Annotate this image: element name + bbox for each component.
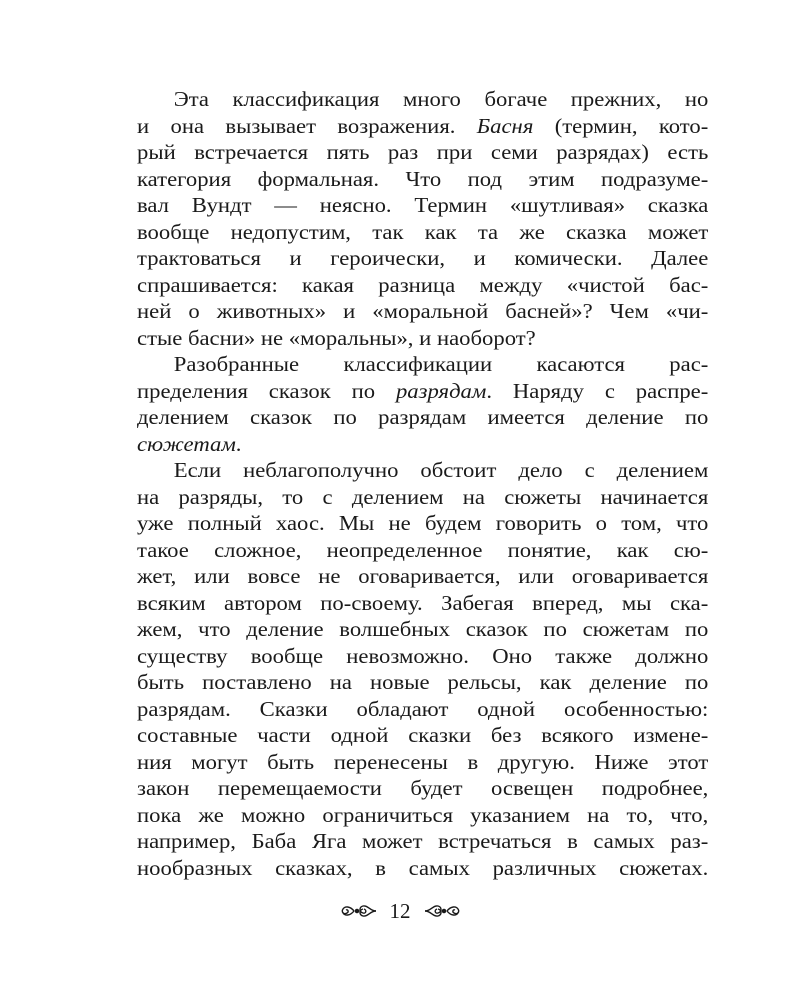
text-line [137,775,708,802]
text-line [137,298,708,325]
text-run: Разобранные классификации касаются рас- [173,352,709,376]
text-line [137,722,708,749]
text-line [137,457,708,484]
text-line [137,563,708,590]
text-run: . [235,431,242,456]
text-line [137,510,708,537]
text-line [137,404,708,431]
text-line [137,696,708,723]
text-run: жем, что деление волшебных сказок по сюжетам по [137,617,709,641]
text-run: всяким автором по-своему. Забегая вперед, мы ска- [137,590,709,615]
text-run: на разряды, то с делением на сюжеты начинается [137,484,709,509]
text-line [137,325,708,352]
text-line [137,643,708,670]
page-footer [0,896,800,926]
text-line [137,855,708,882]
text-run: уже полный хаос. Мы не будем говорить о том, что [137,511,709,535]
text-run: вообще недопустим, так как та же сказка может [137,219,709,244]
page-number: 12 [389,898,411,923]
italic-term: разрядам [395,378,487,403]
text-line [137,272,708,299]
text-run: закон перемещаемости будет освещен подробнее, [137,776,709,800]
text-run: вал Вундт — неясно. Термин «шутливая» сказка [137,193,709,217]
text-line [137,378,708,405]
text-line [137,245,708,272]
text-run: Эта классификация много богаче прежних, но [173,87,709,111]
text-run: быть поставлено на новые рельсы, как деление по [137,670,709,694]
fleuron-left-icon [340,900,378,922]
paragraph [137,86,708,351]
text-run: (термин, кото- [533,113,709,138]
text-line [137,802,708,829]
text-line [137,669,708,696]
text-run: делением сказок по разрядам имеется деление по [137,405,709,429]
text-run: такое сложное, неопределенное понятие, как сю- [137,537,709,562]
text-run: ней о животных» и «моральной басней»? Чем «чи- [137,299,709,323]
text-run: ния могут быть перенесены в другую. Ниже этот [137,749,709,774]
text-line [137,537,708,564]
text-line [137,351,708,378]
text-run: пока же можно ограничиться указанием на то, что, [137,802,709,827]
text-run: спрашивается: какая разница между «чистой бас- [137,272,709,297]
text-run: рый встречается пять раз при семи разрядах) есть [137,140,709,164]
text-line [137,828,708,855]
text-run: например, Баба Яга может встречаться в самых раз- [137,829,709,853]
text-line [137,616,708,643]
text-run: существу вообще невозможно. Оно также должно [137,643,709,668]
text-run: и она вызывает возражения. [137,113,477,138]
text-run: разрядам. Сказки обладают одной особенностью: [137,696,709,721]
text-line [137,166,708,193]
text-run: нообразных сказках, в самых различных сюжетах. [137,855,709,880]
paragraph [137,351,708,457]
body-text [137,86,708,881]
text-run: трактоваться и героически, и комически. Далее [137,246,709,270]
italic-term: сюжетам [137,431,236,456]
text-line [137,192,708,219]
text-run: составные части одной сказки без всякого измене- [137,723,709,747]
text-line [137,484,708,511]
text-run: стые басни» не «моральны», и наоборот? [137,325,536,350]
text-run: пределения сказок по [137,378,396,403]
text-run: . Наряду с распре- [486,378,709,403]
text-line [137,86,708,113]
text-line [137,749,708,776]
text-line [137,139,708,166]
italic-term: Басня [476,113,534,138]
text-line [137,219,708,246]
fleuron-right-icon [423,900,461,922]
text-line [137,590,708,617]
text-run: Если неблагополучно обстоит дело с делением [173,458,709,482]
text-run: категория формальная. Что под этим подразуме- [137,166,709,191]
text-line [137,431,708,458]
paragraph [137,457,708,881]
text-line [137,113,708,140]
text-run: жет, или вовсе не оговаривается, или оговаривается [137,564,709,588]
